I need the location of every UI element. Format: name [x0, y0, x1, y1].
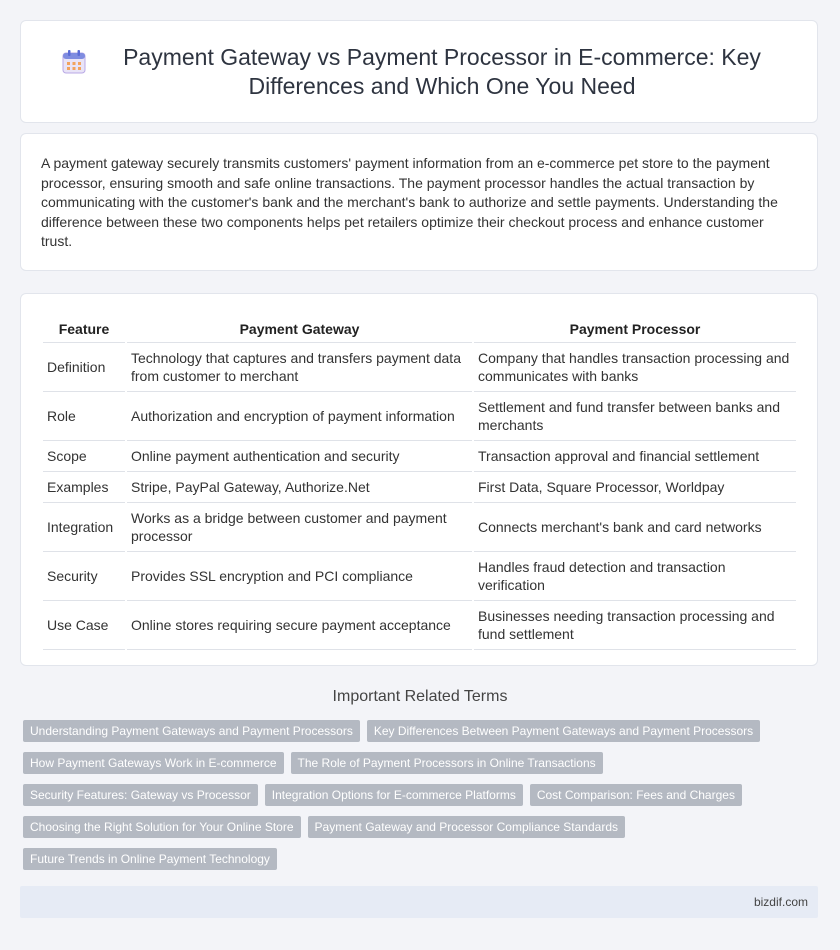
- table-row: [43, 601, 796, 650]
- processor-cell: Settlement and fund transfer between banks and merchants: [474, 392, 796, 441]
- gateway-cell: Authorization and encryption of payment information: [127, 392, 472, 441]
- gateway-cell: Technology that captures and transfers payment data from customer to merchant: [127, 343, 472, 392]
- header-feature: Feature: [43, 312, 125, 343]
- title-card: [20, 20, 818, 123]
- header-gateway: Payment Gateway: [127, 312, 472, 343]
- gateway-cell: Online payment authentication and security: [127, 441, 472, 472]
- comparison-table: [41, 312, 798, 650]
- table-header-row: [43, 312, 796, 343]
- feature-cell: Definition: [43, 343, 125, 392]
- header-processor: Payment Processor: [474, 312, 796, 343]
- title-wrap: [21, 43, 817, 101]
- table-row: [43, 343, 796, 392]
- processor-cell: Transaction approval and financial settlement: [474, 441, 796, 472]
- related-term-tag[interactable]: Cost Comparison: Fees and Charges: [530, 784, 742, 806]
- intro-paragraph: A payment gateway securely transmits customers' payment information from an e-commerce pet store to the payment processor, ensuring smooth and safe online transactions. The payment processor handles the actual transaction by communicating with the customer's bank and the merchant's bank to authorize and settle payments. Understanding the difference between these two components helps pet retailers optimize their checkout process and enhance customer trust.: [41, 155, 778, 249]
- related-term-tag[interactable]: Choosing the Right Solution for Your Online Store: [23, 816, 301, 838]
- table-row: [43, 552, 796, 601]
- related-term-tag[interactable]: Understanding Payment Gateways and Payment Processors: [23, 720, 360, 742]
- feature-cell: Use Case: [43, 601, 125, 650]
- related-terms-list: [23, 720, 823, 880]
- feature-cell: Security: [43, 552, 125, 601]
- gateway-cell: Provides SSL encryption and PCI compliance: [127, 552, 472, 601]
- related-term-tag[interactable]: Future Trends in Online Payment Technology: [23, 848, 277, 870]
- feature-cell: Role: [43, 392, 125, 441]
- comparison-card: [20, 293, 818, 666]
- table-row: [43, 392, 796, 441]
- processor-cell: Connects merchant's bank and card networks: [474, 503, 796, 552]
- calendar-icon: [61, 49, 87, 75]
- gateway-cell: Online stores requiring secure payment acceptance: [127, 601, 472, 650]
- related-term-tag[interactable]: The Role of Payment Processors in Online Transactions: [291, 752, 603, 774]
- intro-card: [20, 133, 818, 271]
- gateway-cell: Stripe, PayPal Gateway, Authorize.Net: [127, 472, 472, 503]
- related-term-tag[interactable]: Security Features: Gateway vs Processor: [23, 784, 258, 806]
- page-title: Payment Gateway vs Payment Processor in E-commerce: Key Differences and Which One You Need: [123, 43, 761, 99]
- processor-cell: Businesses needing transaction processing and fund settlement: [474, 601, 796, 650]
- related-term-tag[interactable]: How Payment Gateways Work in E-commerce: [23, 752, 284, 774]
- related-terms-title: Important Related Terms: [332, 688, 508, 705]
- processor-cell: Handles fraud detection and transaction verification: [474, 552, 796, 601]
- feature-cell: Integration: [43, 503, 125, 552]
- table-row: [43, 472, 796, 503]
- related-term-tag[interactable]: Integration Options for E-commerce Platforms: [265, 784, 523, 806]
- feature-cell: Examples: [43, 472, 125, 503]
- gateway-cell: Works as a bridge between customer and payment processor: [127, 503, 472, 552]
- processor-cell: First Data, Square Processor, Worldpay: [474, 472, 796, 503]
- table-row: [43, 503, 796, 552]
- processor-cell: Company that handles transaction processing and communicates with banks: [474, 343, 796, 392]
- feature-cell: Scope: [43, 441, 125, 472]
- related-term-tag[interactable]: Key Differences Between Payment Gateways and Payment Processors: [367, 720, 760, 742]
- footer-site-link[interactable]: bizdif.com: [753, 895, 808, 909]
- related-term-tag[interactable]: Payment Gateway and Processor Compliance Standards: [308, 816, 626, 838]
- footer-bar: [20, 886, 818, 918]
- table-row: [43, 441, 796, 472]
